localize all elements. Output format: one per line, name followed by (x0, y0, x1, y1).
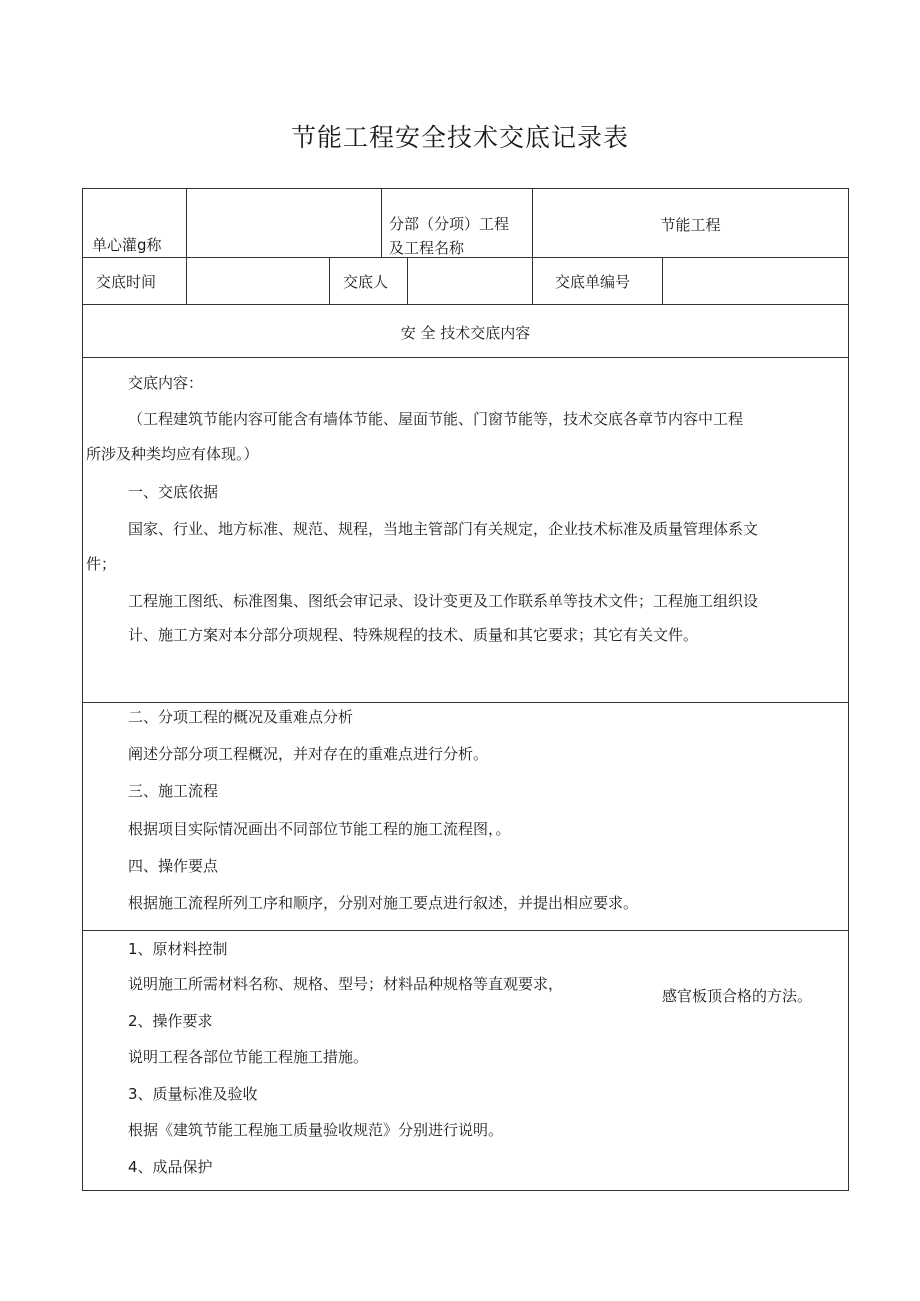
subsection-quality: 3、质量标准及验收 (128, 1085, 258, 1103)
process-paragraph: 根据项目实际情况画出不同部位节能工程的施工流程图，。 (128, 820, 511, 838)
sub-project-label-line1: 分部（分项）工程 (389, 215, 510, 233)
column-divider (407, 257, 408, 304)
basis-paragraph: 国家、行业、地方标准、规范、规程，当地主管部门有关规定，企业技术标准及质量管理体系文 (128, 520, 759, 538)
operation-paragraph: 说明工程各部位节能工程施工措施。 (128, 1048, 369, 1066)
disclosure-number-label: 交底单编号 (555, 273, 631, 291)
section-heading-process: 三、施工流程 (128, 782, 219, 800)
materials-side-note: 感官板顶合格的方法。 (662, 987, 813, 1005)
subsection-operation: 2、操作要求 (128, 1012, 213, 1030)
basis-paragraph: 件； (86, 555, 117, 573)
materials-paragraph: 说明施工所需材料名称、规格、型号；材料品种规格等直观要求， (128, 975, 564, 993)
row-divider (82, 257, 849, 258)
row-divider (82, 357, 849, 358)
key-points-paragraph: 根据施工流程所列工序和顺序，分别对施工要点进行叙述，并提出相应要求。 (128, 894, 639, 912)
overview-paragraph: 阐述分部分项工程概况，并对存在的重难点进行分析。 (128, 745, 489, 763)
disclosure-time-label: 交底时间 (96, 273, 157, 291)
content-note: （工程建筑节能内容可能含有墙体节能、屋面节能、门窗节能等，技术交底各章节内容中工程 (128, 410, 744, 428)
section-heading-basis: 一、交底依据 (128, 483, 219, 501)
basis-paragraph: 计、施工方案对本分部分项规程、特殊规程的技术、质量和其它要求；其它有关文件。 (128, 626, 699, 644)
row-divider (82, 304, 849, 305)
column-divider (662, 257, 663, 304)
column-divider (186, 188, 187, 304)
quality-paragraph: 根据《建筑节能工程施工质量验收规范》分别进行说明。 (128, 1121, 504, 1139)
column-divider (381, 188, 382, 257)
document-title: 节能工程安全技术交底记录表 (290, 123, 629, 152)
sub-project-label-line2: 及工程名称 (389, 239, 465, 257)
subsection-materials: 1、原材料控制 (128, 940, 228, 958)
sub-project-value: 节能工程 (660, 216, 721, 234)
row-divider (82, 930, 849, 931)
row-divider (82, 702, 849, 703)
unit-name-label: 单心灌g称 (92, 236, 162, 254)
subsection-protection: 4、成品保护 (128, 1158, 213, 1176)
content-section-heading: 安 全 技术交底内容 (400, 324, 531, 342)
basis-paragraph: 工程施工图纸、标准图集、图纸会审记录、设计变更及工作联系单等技术文件；工程施工组织设 (128, 592, 759, 610)
content-note: 所涉及种类均应有体现。） (86, 445, 259, 463)
column-divider (532, 188, 533, 304)
section-heading-key-points: 四、操作要点 (128, 857, 219, 875)
content-intro: 交底内容： (128, 374, 204, 392)
discloser-label: 交底人 (343, 273, 389, 291)
section-heading-overview: 二、分项工程的概况及重难点分析 (128, 708, 354, 726)
column-divider (329, 257, 330, 304)
